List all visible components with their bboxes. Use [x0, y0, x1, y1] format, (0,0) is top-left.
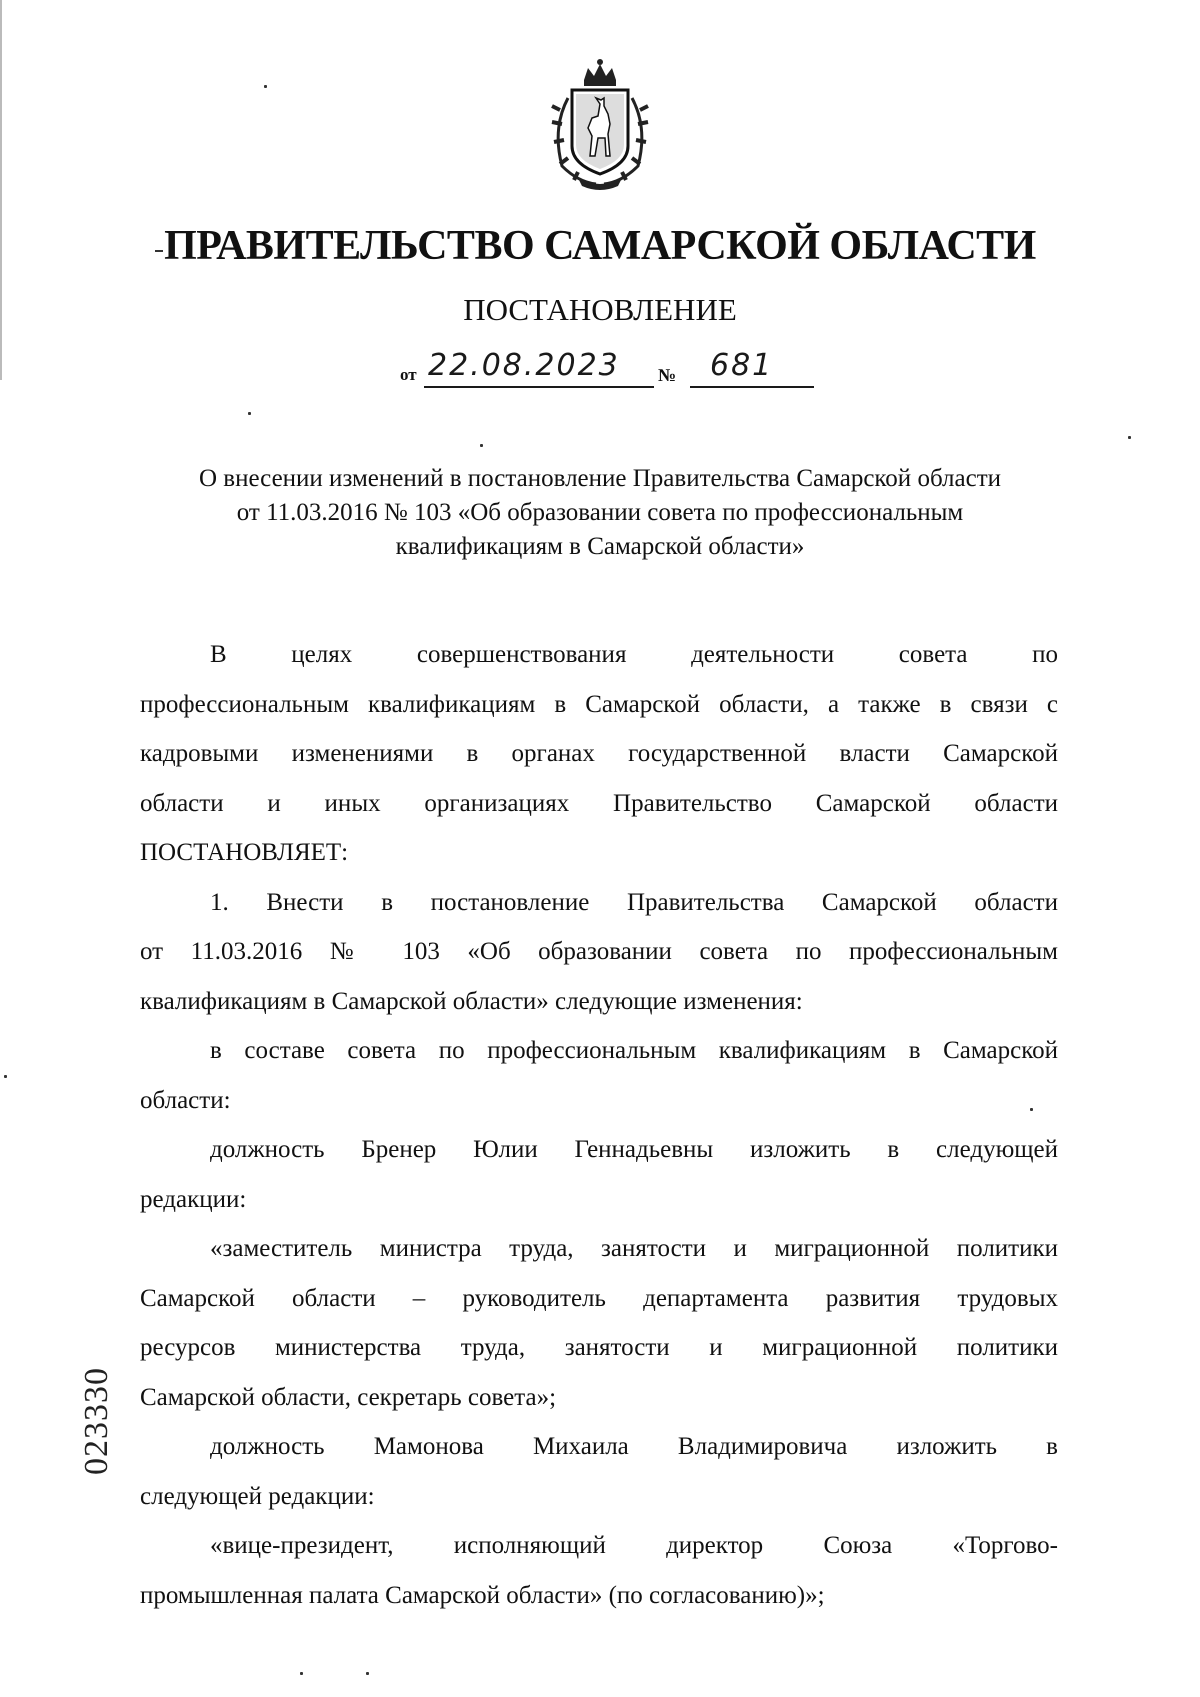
subject-line: О внесении изменений в постановление Правительства Самарской области — [198, 465, 1002, 492]
body-line: от 11.03.2016 № 103 «Об образовании совета по профессиональным — [140, 938, 1058, 965]
body-line: В целях совершенствования деятельности совета по — [210, 641, 1058, 668]
body-line: следующей редакции: — [140, 1482, 375, 1510]
samara-coat-of-arms-icon — [538, 58, 662, 190]
scan-speck — [248, 412, 251, 415]
body-line: 1. Внести в постановление Правительства Самарской области — [210, 888, 1058, 916]
scan-speck — [1030, 1108, 1033, 1111]
scan-speck — [480, 444, 483, 447]
body-line: ПОСТАНОВЛЯЕТ: — [140, 839, 349, 866]
body-line: в составе совета по профессиональным квалификациям в Самарской — [210, 1037, 1058, 1064]
decree-date-number — [400, 348, 820, 388]
scan-speck — [1128, 436, 1131, 439]
document-kind: ПОСТАНОВЛЕНИЕ — [463, 292, 737, 327]
body-line: кадровыми изменениями в органах государственной власти Самарской — [140, 740, 1058, 767]
body-line: «вице-президент, исполняющий директор Союза «Торгово- — [210, 1532, 1058, 1559]
handwritten-number: 681 — [710, 348, 774, 383]
number-prefix: № — [658, 365, 677, 385]
body-line: редакции: — [140, 1185, 247, 1213]
scan-speck — [264, 85, 267, 88]
scan-speck — [4, 1075, 7, 1078]
scan-speck — [300, 1672, 303, 1675]
handwritten-date: 22.08.2023 — [428, 348, 620, 383]
body-line: Самарской области – руководитель департамента развития трудовых — [140, 1284, 1058, 1312]
date-prefix: от — [400, 365, 417, 384]
scan-speck — [366, 1672, 369, 1675]
body-line: области: — [140, 1086, 231, 1114]
body-line: ресурсов министерства труда, занятости и миграционной политики — [140, 1334, 1058, 1361]
body-line: квалификациям в Самарской области» следующие изменения: — [140, 987, 803, 1015]
government-title: ПРАВИТЕЛЬСТВО САМАРСКОЙ ОБЛАСТИ — [164, 223, 1036, 269]
body-line: Самарской области, секретарь совета»; — [140, 1383, 557, 1411]
subject-line: квалификациям в Самарской области» — [395, 533, 805, 560]
subject-line: от 11.03.2016 № 103 «Об образовании совета по профессиональным — [236, 499, 964, 526]
body-line: «заместитель министра труда, занятости и миграционной политики — [210, 1235, 1058, 1262]
document-subject — [140, 462, 1060, 564]
body-line: должность Бренер Юлии Геннадьевны изложить в следующей — [210, 1136, 1058, 1163]
margin-serial-number: 023330 — [78, 1367, 115, 1475]
body-line: промышленная палата Самарской области» (по согласованию)»; — [140, 1581, 825, 1609]
document-body — [140, 630, 1058, 1620]
body-line: должность Мамонова Михаила Владимировича изложить в — [210, 1433, 1058, 1460]
number-underline — [690, 386, 814, 388]
date-underline — [424, 386, 654, 388]
body-line: профессиональным квалификациям в Самарской области, а также в связи с — [140, 690, 1058, 718]
body-line: области и иных организациях Правительство Самарской области — [140, 789, 1058, 817]
